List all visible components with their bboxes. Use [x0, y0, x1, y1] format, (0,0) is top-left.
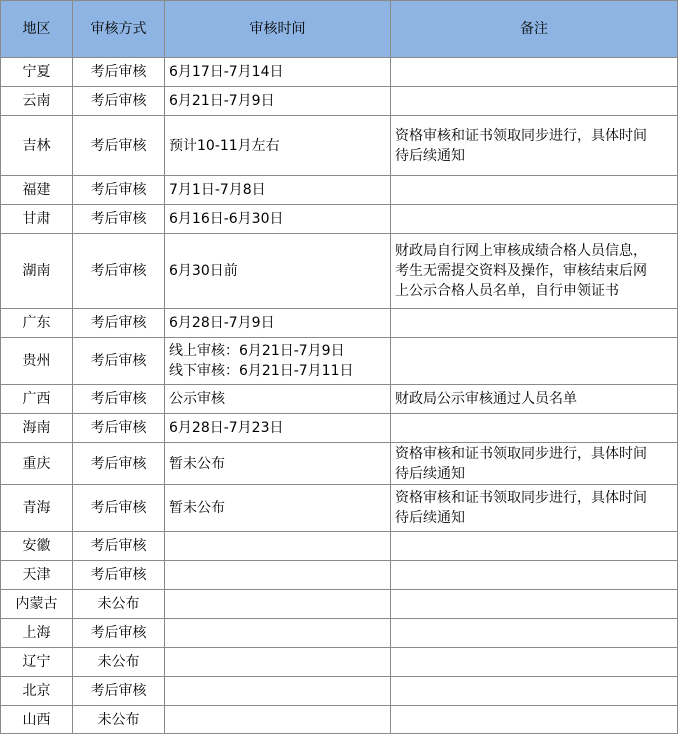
- table-row: [1, 58, 678, 87]
- table-row: [1, 443, 678, 485]
- cell-method: 考后审核: [73, 338, 165, 385]
- cell-method: 考后审核: [73, 205, 165, 234]
- table-row: [1, 706, 678, 734]
- note-line: 考生无需提交资料及操作，审核结束后网: [395, 263, 647, 279]
- cell-method: 未公布: [73, 648, 165, 677]
- header-time: 审核时间: [165, 1, 391, 58]
- time-line: 6月16日-6月30日: [169, 211, 284, 227]
- cell-note: [391, 561, 678, 590]
- cell-time: [165, 619, 391, 648]
- cell-region: 宁夏: [1, 58, 73, 87]
- cell-note: [391, 706, 678, 734]
- cell-note: [391, 414, 678, 443]
- cell-note: [391, 619, 678, 648]
- time-line: 6月28日-7月9日: [169, 315, 275, 331]
- cell-time: [165, 706, 391, 734]
- cell-time: [165, 309, 391, 338]
- cell-method: 考后审核: [73, 87, 165, 116]
- table-row: [1, 485, 678, 532]
- cell-region: 吉林: [1, 116, 73, 176]
- cell-note: [391, 532, 678, 561]
- cell-region: 湖南: [1, 234, 73, 309]
- cell-method: 考后审核: [73, 532, 165, 561]
- cell-method: 考后审核: [73, 58, 165, 87]
- cell-region: 辽宁: [1, 648, 73, 677]
- cell-region: 甘肃: [1, 205, 73, 234]
- table-row: [1, 414, 678, 443]
- cell-method: 考后审核: [73, 485, 165, 532]
- cell-note: [391, 176, 678, 205]
- cell-method: 考后审核: [73, 619, 165, 648]
- table-row: [1, 385, 678, 414]
- cell-note: [391, 234, 678, 309]
- cell-region: 上海: [1, 619, 73, 648]
- cell-method: 考后审核: [73, 561, 165, 590]
- cell-method: 考后审核: [73, 443, 165, 485]
- cell-method: 考后审核: [73, 176, 165, 205]
- cell-time: [165, 532, 391, 561]
- cell-note: [391, 590, 678, 619]
- cell-time: [165, 116, 391, 176]
- cell-method: 考后审核: [73, 385, 165, 414]
- cell-note: [391, 677, 678, 706]
- note-line: 资格审核和证书领取同步进行，具体时间: [395, 445, 647, 462]
- table-row: [1, 619, 678, 648]
- note-line: 资格审核和证书领取同步进行，具体时间: [395, 490, 647, 506]
- cell-time: [165, 485, 391, 532]
- cell-note: [391, 443, 678, 485]
- table-row: [1, 87, 678, 116]
- note-line: 财政局自行网上审核成绩合格人员信息，: [395, 243, 647, 259]
- cell-method: 考后审核: [73, 677, 165, 706]
- cell-time: [165, 648, 391, 677]
- cell-time: [165, 443, 391, 485]
- cell-region: 安徽: [1, 532, 73, 561]
- cell-region: 广西: [1, 385, 73, 414]
- note-line: 资格审核和证书领取同步进行，具体时间: [395, 127, 647, 144]
- table-row: [1, 234, 678, 309]
- cell-region: 福建: [1, 176, 73, 205]
- cell-time: [165, 176, 391, 205]
- cell-time: [165, 87, 391, 116]
- note-line: 待后续通知: [395, 510, 465, 526]
- cell-method: 未公布: [73, 706, 165, 734]
- note-line: 财政局公示审核通过人员名单: [395, 391, 577, 407]
- cell-time: [165, 590, 391, 619]
- table-row: [1, 205, 678, 234]
- cell-region: 海南: [1, 414, 73, 443]
- header-row: [1, 1, 678, 58]
- time-line: 6月17日-7月14日: [169, 64, 284, 80]
- table-row: [1, 590, 678, 619]
- time-line: 6月21日-7月9日: [169, 93, 275, 109]
- table-row: [1, 116, 678, 176]
- table-row: [1, 648, 678, 677]
- cell-time: [165, 205, 391, 234]
- cell-method: 考后审核: [73, 309, 165, 338]
- table-row: [1, 677, 678, 706]
- cell-time: [165, 385, 391, 414]
- cell-note: [391, 338, 678, 385]
- cell-region: 天津: [1, 561, 73, 590]
- cell-region: 山西: [1, 706, 73, 734]
- cell-note: [391, 58, 678, 87]
- time-line: 预计10-11月左右: [169, 137, 280, 154]
- cell-method: 考后审核: [73, 116, 165, 176]
- cell-note: [391, 385, 678, 414]
- cell-time: [165, 234, 391, 309]
- time-line: 公示审核: [169, 391, 225, 407]
- table-row: [1, 561, 678, 590]
- note-line: 待后续通知: [395, 147, 465, 164]
- time-line: 6月30日前: [169, 263, 238, 279]
- table-row: [1, 176, 678, 205]
- cell-region: 广东: [1, 309, 73, 338]
- cell-time: [165, 338, 391, 385]
- header-region: 地区: [1, 1, 73, 58]
- note-line: 待后续通知: [395, 465, 465, 482]
- cell-region: 贵州: [1, 338, 73, 385]
- header-note: 备注: [391, 1, 678, 58]
- time-line: 线上审核：6月21日-7月9日: [169, 343, 345, 359]
- cell-note: [391, 87, 678, 116]
- cell-note: [391, 485, 678, 532]
- cell-note: [391, 116, 678, 176]
- table-body: [1, 58, 678, 734]
- time-line: 6月28日-7月23日: [169, 420, 284, 436]
- note-line: 上公示合格人员名单，自行申领证书: [395, 283, 619, 299]
- cell-method: 考后审核: [73, 414, 165, 443]
- cell-method: 考后审核: [73, 234, 165, 309]
- table-row: [1, 532, 678, 561]
- cell-method: 未公布: [73, 590, 165, 619]
- cell-region: 青海: [1, 485, 73, 532]
- time-line: 暂未公布: [169, 500, 225, 516]
- cell-note: [391, 648, 678, 677]
- cell-region: 北京: [1, 677, 73, 706]
- cell-note: [391, 309, 678, 338]
- cell-time: [165, 561, 391, 590]
- cell-time: [165, 414, 391, 443]
- cell-region: 重庆: [1, 443, 73, 485]
- cell-region: 内蒙古: [1, 590, 73, 619]
- cell-time: [165, 677, 391, 706]
- header-method: 审核方式: [73, 1, 165, 58]
- cell-time: [165, 58, 391, 87]
- time-line: 7月1日-7月8日: [169, 182, 266, 198]
- time-line: 线下审核：6月21日-7月11日: [169, 363, 354, 379]
- cell-note: [391, 205, 678, 234]
- cell-region: 云南: [1, 87, 73, 116]
- table-row: [1, 338, 678, 385]
- time-line: 暂未公布: [169, 455, 225, 472]
- table-row: [1, 309, 678, 338]
